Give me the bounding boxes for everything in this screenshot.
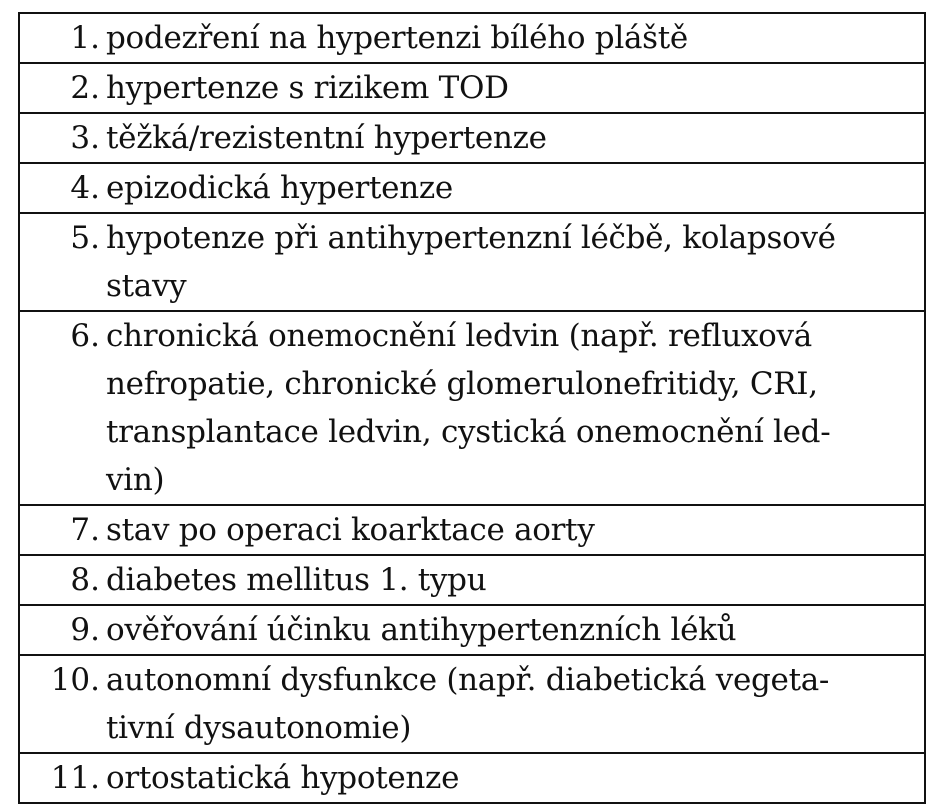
- row-number: 10.: [50, 662, 100, 698]
- indications-table: [18, 12, 926, 804]
- row-number: 8.: [70, 562, 100, 598]
- row-text: [106, 64, 924, 112]
- table-row: [20, 112, 924, 162]
- row-number: 2.: [70, 70, 100, 106]
- row-text-line: ortostatická hypotenze: [106, 760, 460, 796]
- row-number: 4.: [70, 170, 100, 206]
- row-text-line: stavy: [106, 268, 187, 304]
- row-text: [106, 556, 924, 604]
- row-text-line: transplantace ledvin, cystická onemocnění led-: [106, 414, 831, 450]
- row-text-line: tivní dysautonomie): [106, 710, 412, 746]
- row-text-line: nefropatie, chronické glomerulonefritidy, CRI,: [106, 366, 818, 402]
- table-row: [20, 162, 924, 212]
- row-text: [106, 606, 924, 654]
- row-number: 5.: [70, 220, 100, 256]
- row-text-line: hypertenze s rizikem TOD: [106, 70, 509, 106]
- row-text-line: ověřování účinku antihypertenzních léků: [106, 612, 737, 648]
- table-row: [20, 504, 924, 554]
- table-row: [20, 752, 924, 802]
- row-text-line: stav po operaci koarktace aorty: [106, 512, 595, 548]
- row-number: 11.: [50, 760, 100, 796]
- table-row: [20, 554, 924, 604]
- row-number: 9.: [70, 612, 100, 648]
- row-text-line: podezření na hypertenzi bílého pláště: [106, 20, 688, 56]
- row-text-line: autonomní dysfunkce (např. diabetická vegeta-: [106, 662, 830, 698]
- row-text: [106, 754, 924, 802]
- row-number: 7.: [70, 512, 100, 548]
- table-row: [20, 654, 924, 752]
- table-row: [20, 212, 924, 310]
- row-text: [106, 214, 924, 310]
- row-text-line: těžká/rezistentní hypertenze: [106, 120, 547, 156]
- table-row: [20, 14, 924, 62]
- row-text-line: chronická onemocnění ledvin (např. refluxová: [106, 318, 812, 354]
- row-text-line: hypotenze při antihypertenzní léčbě, kolapsové: [106, 220, 836, 256]
- row-text-line: diabetes mellitus 1. typu: [106, 562, 487, 598]
- table-row: [20, 62, 924, 112]
- row-text-line: epizodická hypertenze: [106, 170, 453, 206]
- table-row: [20, 310, 924, 504]
- row-text: [106, 506, 924, 554]
- row-number: 3.: [70, 120, 100, 156]
- row-text: [106, 656, 924, 752]
- row-text-line: vin): [106, 462, 165, 498]
- row-number: 1.: [70, 20, 100, 56]
- row-text: [106, 164, 924, 212]
- row-number: 6.: [70, 318, 100, 354]
- row-text: [106, 114, 924, 162]
- row-text: [106, 14, 924, 62]
- table-row: [20, 604, 924, 654]
- row-text: [106, 312, 924, 504]
